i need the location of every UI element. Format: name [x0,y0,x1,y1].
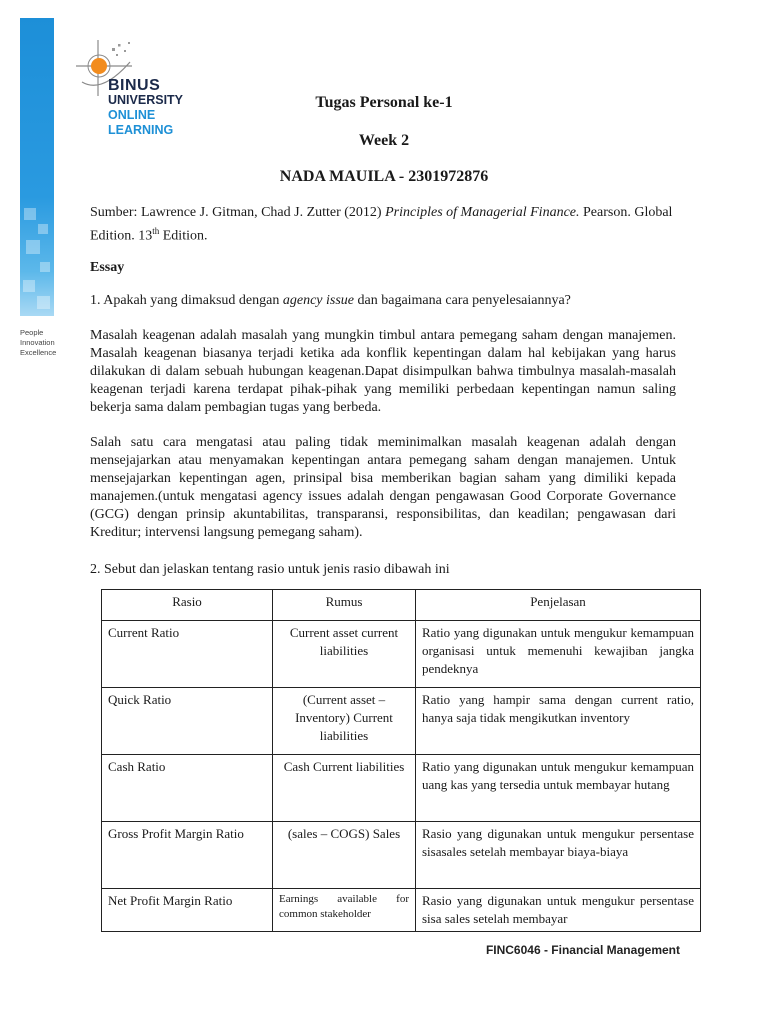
ratio-explanation: Rasio yang digunakan untuk mengukur persentase sisasales setelah membayar biaya-biaya [416,822,701,889]
ratio-name: Current Ratio [102,621,273,688]
ratio-formula: Earnings available for common stakeholder [273,889,416,932]
table-header-cell: Rumus [273,590,416,621]
question-2: 2. Sebut dan jelaskan tentang rasio untuk jenis rasio dibawah ini [90,562,450,577]
ratio-table [101,589,701,932]
table-row [102,688,701,755]
source-citation [90,204,676,246]
table-row [102,822,701,889]
source-book-title: Principles of Managerial Finance. [385,205,580,220]
source-superscript: th [152,226,160,236]
source-suffix: Pearson. Global Edition. 13 [90,205,673,244]
ratio-explanation: Ratio yang digunakan untuk mengukur kemampuan uang kas yang tersedia untuk membayar hutang [416,755,701,822]
ratio-formula: (Current asset – Inventory) Current liabilities [273,688,416,755]
question-1-term: agency issue [282,293,355,308]
table-row [102,889,701,932]
ratio-formula: (sales – COGS) Sales [273,822,416,889]
ratio-name: Quick Ratio [102,688,273,755]
week-label: Week 2 [358,132,410,149]
tagline [20,328,80,358]
logo-brand: BINUS [108,77,161,94]
ratio-formula: Current asset current liabilities [273,621,416,688]
table-header-cell: Penjelasan [416,590,701,621]
logo-line-online: ONLINE [108,108,156,122]
essay-heading: Essay [90,260,125,275]
ratio-explanation: Ratio yang hampir sama dengan current ratio, hanya saja tidak mengikutkan inventory [416,688,701,755]
question-1-suffix: dan bagaimana cara penyelesaiannya? [354,293,571,308]
table-row [102,755,701,822]
author-line: NADA MAUILA - 2301972876 [279,168,489,185]
tagline-line: People [20,328,44,337]
table-header-cell: Rasio [102,590,273,621]
ratio-name: Cash Ratio [102,755,273,822]
source-end: Edition. [159,228,208,244]
tagline-line: Innovation [20,338,55,347]
ratio-explanation: Rasio yang digunakan untuk mengukur persentase sisa sales setelah membayar [416,889,701,932]
logo-line-university: UNIVERSITY [108,93,184,107]
ratio-name: Gross Profit Margin Ratio [102,822,273,889]
ratio-formula: Cash Current liabilities [273,755,416,822]
question-1 [90,292,676,310]
answer-1-paragraph-2: Salah satu cara mengatasi atau paling tidak meminimalkan masalah keagenan adalah dengan mensejajarkan atau menyamakan kepentingan antara pemegang saham dengan manajemen. Untuk mensejajarkan kepentingan agen, prinsipal bisa memberikan bagian saham yang dimiliki kepada manajemen.(untuk mengatasi agency issues adalah dengan pengawasan Good Corporate Governance (GCG) dengan prinsip akuntabilitas, transparansi, responsibilitas, dan keadilan; pengawasan dari Kreditur; intervensi langsung pemegang saham). [90,435,676,540]
table-header-row [102,590,701,621]
decorative-side-strip [20,18,54,316]
page-footer: FINC6046 - Financial Management [485,943,680,957]
logo-line-learning: LEARNING [108,123,174,137]
source-prefix: Sumber: Lawrence J. Gitman, Chad J. Zutter (2012) [90,205,386,220]
answer-1-paragraph-1: Masalah keagenan adalah masalah yang mungkin timbul antara pemegang saham dengan manajemen. Masalah keagenan biasanya terjadi ketika ada konflik kepentingan dalam hal kebijakan yang harus dilakukan di dalam sebuah hubungan keagenan.Dapat disimpulkan bahwa timbulnya masalah-masalah keagenan terjadi karena terdapat pihak-pihak yang memiliki perbedaan kepentingan namun saling bekerja sama dalam pembagian tugas yang berbeda. [90,328,676,415]
ratio-name: Net Profit Margin Ratio [102,889,273,932]
table-row [102,621,701,688]
question-1-prefix: 1. Apakah yang dimaksud dengan [90,293,283,308]
tagline-line: Excellence [20,348,57,357]
logo-wordmark [108,78,183,138]
ratio-explanation: Ratio yang digunakan untuk mengukur kemampuan organisasi untuk memenuhi kewajiban jangka pendeknya [416,621,701,688]
document-title: Tugas Personal ke-1 [315,94,453,111]
